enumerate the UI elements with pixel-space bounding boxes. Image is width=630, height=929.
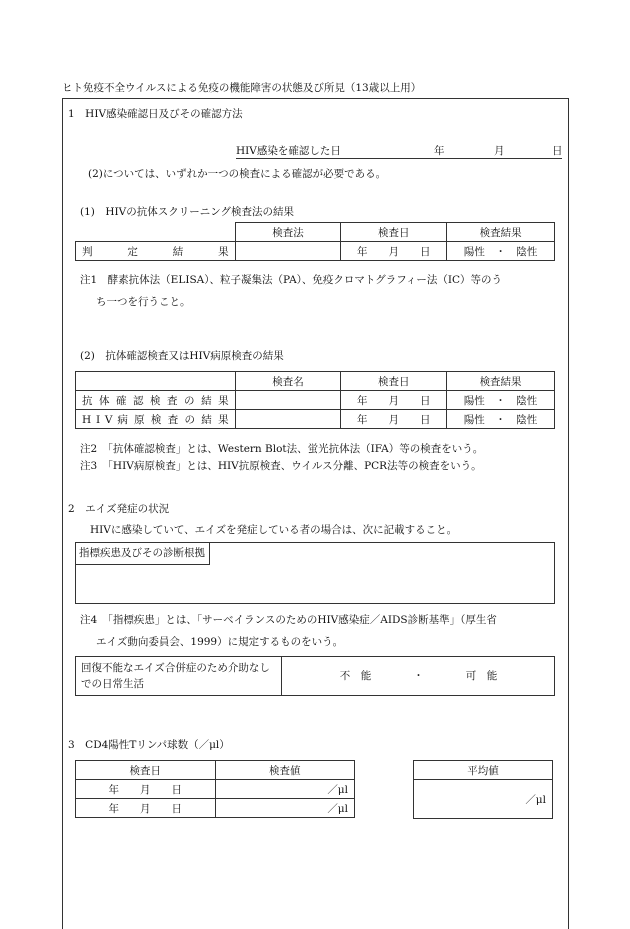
average-table — [413, 760, 553, 819]
date-cell[interactable]: 年 月 日 — [341, 410, 447, 429]
row-label: 抗 体 確 認 検 査 の 結 果 — [76, 391, 236, 410]
col-header: 検査結果 — [447, 372, 555, 391]
row-label: 判 定 結 果 — [76, 242, 236, 261]
date-cell[interactable]: 年 月 日 — [341, 391, 447, 410]
section2-heading: 2 エイズ発症の状況 — [68, 503, 170, 515]
confirm-date-line[interactable] — [236, 143, 562, 159]
section2-intro: HIVに感染していて、エイズを発症している者の場合は、次に記載すること。 — [90, 524, 458, 536]
cd4-table — [75, 760, 355, 818]
table-row — [76, 391, 555, 410]
result-cell[interactable]: 陽性 ・ 陰性 — [447, 410, 555, 429]
result-cell[interactable]: 陽性 ・ 陰性 — [447, 391, 555, 410]
test-name-cell[interactable] — [235, 410, 341, 429]
confirm-month: 月 — [494, 145, 505, 157]
value-cell[interactable]: ／μl — [215, 799, 354, 818]
section1-note: (2)については、いずれか一つの検査による確認が必要である。 — [88, 168, 387, 180]
table-header-row — [414, 761, 553, 780]
recovery-label: 回復不能なエイズ合併症のため介助なしでの日常生活 — [76, 657, 282, 695]
table-header-row — [76, 372, 555, 391]
sub1-heading: (1) HIVの抗体スクリーニング検査法の結果 — [80, 206, 295, 218]
average-value-cell[interactable]: ／μl — [414, 780, 553, 819]
note4-line1: 注4 「指標疾患」とは、「サーベイランスのためのHIV感染症／AIDS診断基準」（厚生省 — [80, 614, 497, 626]
test-name-cell[interactable] — [235, 391, 341, 410]
section1-heading: 1 HIV感染確認日及びその確認方法 — [68, 108, 243, 120]
confirm-year: 年 — [434, 145, 445, 157]
row-label: H I V 病 原 検 査 の 結 果 — [76, 410, 236, 429]
confirm-date-label: HIV感染を確認した日 — [236, 145, 341, 157]
confirmation-table — [75, 371, 555, 429]
form-title: ヒト免疫不全ウイルスによる免疫の機能障害の状態及び所見（13歳以上用） — [62, 82, 422, 94]
col-header: 検査値 — [215, 761, 354, 780]
col-header: 検査結果 — [447, 223, 555, 242]
method-cell[interactable] — [235, 242, 341, 261]
col-header: 検査法 — [235, 223, 341, 242]
col-header: 検査日 — [341, 372, 447, 391]
col-header: 検査日 — [76, 761, 216, 780]
note1-line2: ち一つを行うこと。 — [96, 296, 191, 308]
col-header: 検査日 — [341, 223, 447, 242]
table-row — [414, 780, 553, 819]
table-row — [76, 780, 355, 799]
indicator-disease-label: 指標疾患及びその診断根拠 — [75, 542, 210, 565]
col-header: 平均値 — [414, 761, 553, 780]
sub2-heading: (2) 抗体確認検査又はHIV病原検査の結果 — [80, 350, 284, 362]
value-cell[interactable]: ／μl — [215, 780, 354, 799]
table-row — [76, 242, 555, 261]
note2: 注2 「抗体確認検査」とは、Western Blot法、蛍光抗体法（IFA）等の検査をいう。 — [80, 443, 484, 455]
table-row — [76, 799, 355, 818]
date-cell[interactable]: 年 月 日 — [76, 799, 216, 818]
recovery-options[interactable]: 不 能 ・ 可 能 — [339, 670, 498, 682]
section3-heading: 3 CD4陽性Tリンパ球数（／μl） — [68, 739, 230, 751]
col-header: 検査名 — [235, 372, 341, 391]
result-cell[interactable]: 陽性 ・ 陰性 — [447, 242, 555, 261]
confirm-day: 日 — [552, 145, 563, 157]
table-header-row — [76, 223, 555, 242]
screening-table — [75, 222, 555, 261]
note4-line2: エイズ動向委員会、1999）に規定するものをいう。 — [96, 636, 344, 648]
table-header-row — [76, 761, 355, 780]
table-row — [76, 410, 555, 429]
date-cell[interactable]: 年 月 日 — [341, 242, 447, 261]
recovery-box — [75, 656, 555, 696]
note1-line1: 注1 酵素抗体法（ELISA）、粒子凝集法（PA）、免疫クロマトグラフィー法（IC）等のう — [80, 274, 503, 286]
note3: 注3 「HIV病原検査」とは、HIV抗原検査、ウイルス分離、PCR法等の検査をいう。 — [80, 460, 482, 472]
date-cell[interactable]: 年 月 日 — [76, 780, 216, 799]
